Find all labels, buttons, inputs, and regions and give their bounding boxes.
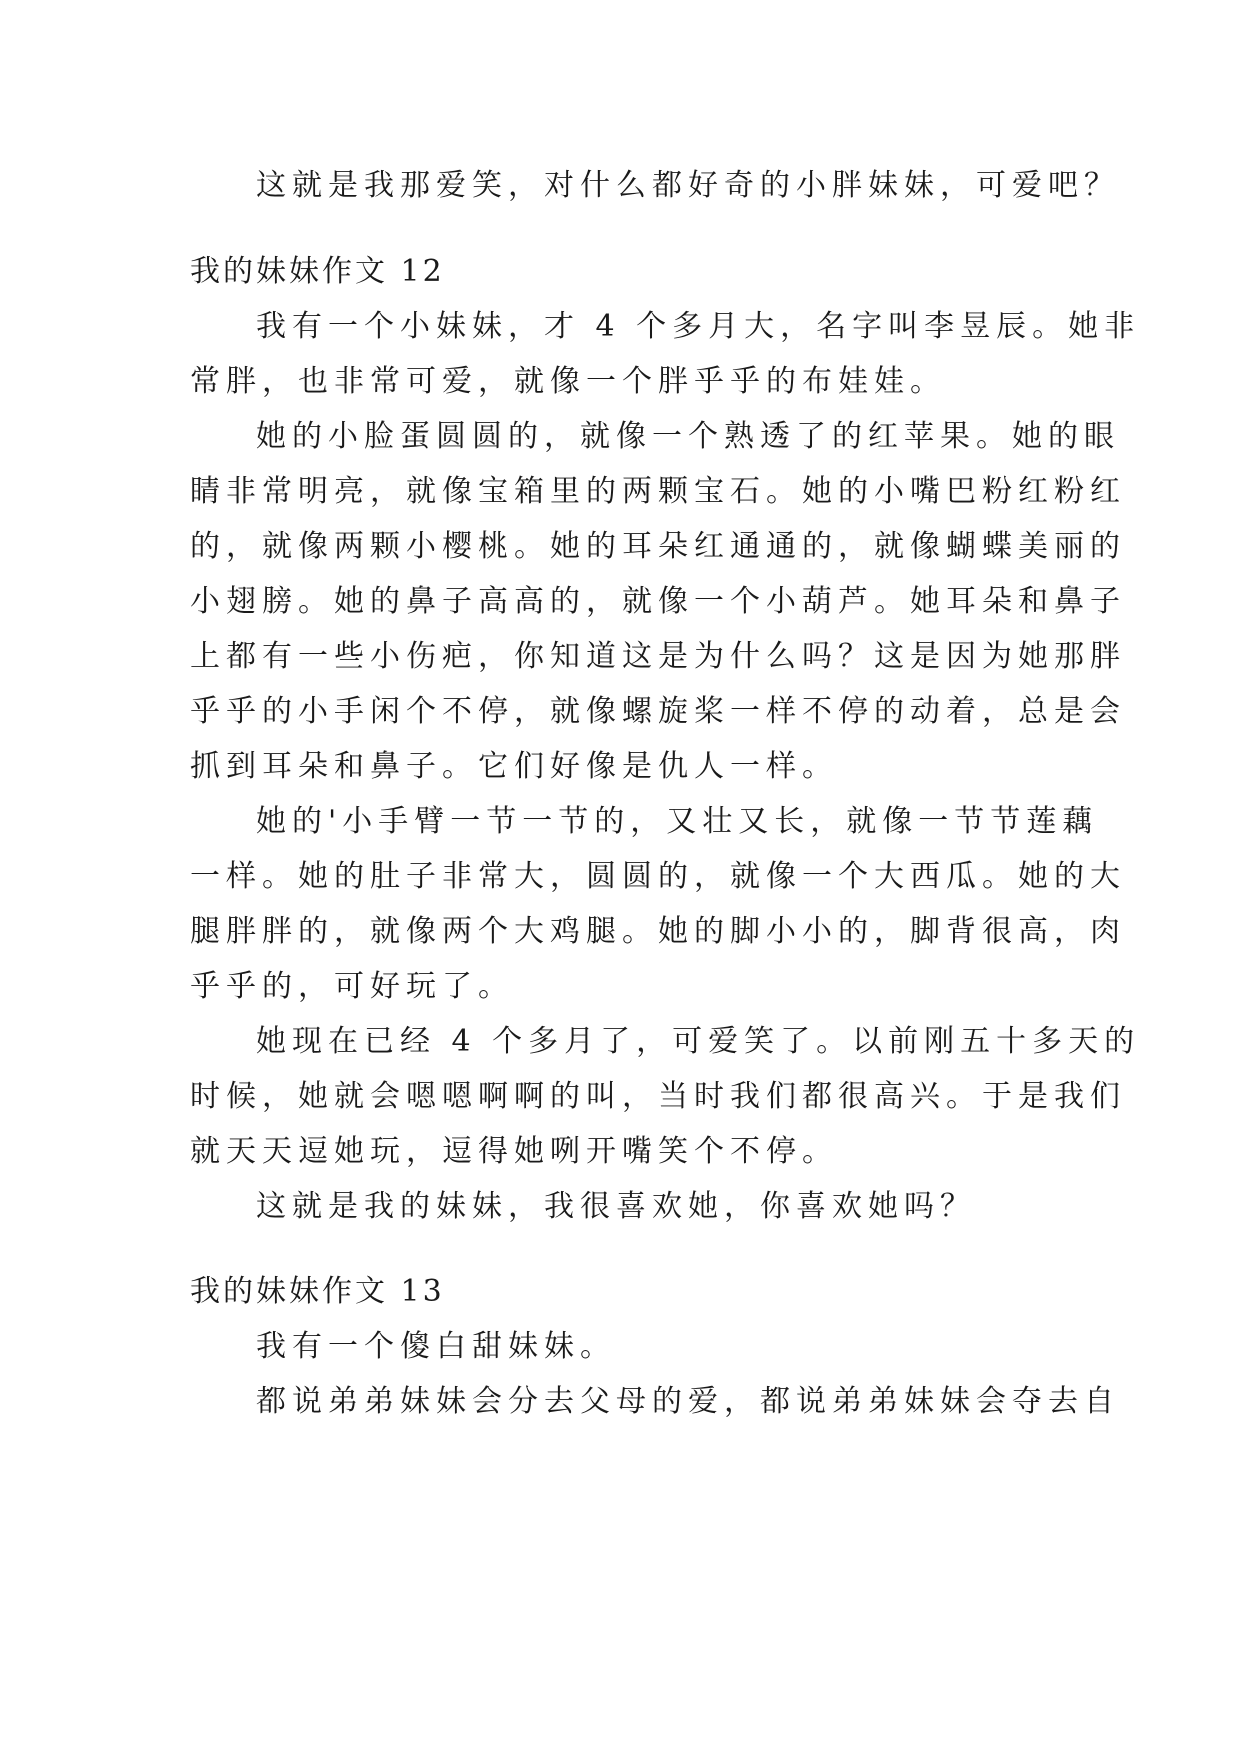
essay-12-line-15: 时候，她就会嗯嗯啊啊的叫，当时我们都很高兴。于是我们 bbox=[190, 1079, 1126, 1114]
essay-12-line-2: 常胖，也非常可爱，就像一个胖乎乎的布娃娃。 bbox=[190, 364, 946, 399]
essay-12-heading: 我的妹妹作文 12 bbox=[190, 254, 445, 289]
essay-12-line-10: 她的'小手臂一节一节的，又壮又长，就像一节节莲藕 bbox=[256, 804, 1099, 839]
essay-12-line-4: 睛非常明亮，就像宝箱里的两颗宝石。她的小嘴巴粉红粉红 bbox=[190, 474, 1126, 509]
essay-12-line-9: 抓到耳朵和鼻子。它们好像是仇人一样。 bbox=[190, 749, 838, 784]
essay-12-line-12: 腿胖胖的，就像两个大鸡腿。她的脚小小的，脚背很高，肉 bbox=[190, 914, 1126, 949]
essay-13-heading: 我的妹妹作文 13 bbox=[190, 1274, 445, 1309]
essay-12-line-1: 我有一个小妹妹，才 4 个多月大，名字叫李昱辰。她非 bbox=[256, 309, 1141, 344]
essay-12-line-8: 乎乎的小手闲个不停，就像螺旋桨一样不停的动着，总是会 bbox=[190, 694, 1126, 729]
essay-12-line-17: 这就是我的妹妹，我很喜欢她，你喜欢她吗？ bbox=[256, 1189, 976, 1224]
essay-11-closing-line: 这就是我那爱笑，对什么都好奇的小胖妹妹，可爱吧？ bbox=[256, 168, 1120, 203]
essay-12-line-11: 一样。她的肚子非常大，圆圆的，就像一个大西瓜。她的大 bbox=[190, 859, 1126, 894]
essay-12-line-13: 乎乎的，可好玩了。 bbox=[190, 969, 514, 1004]
essay-12-line-14: 她现在已经 4 个多月了，可爱笑了。以前刚五十多天的 bbox=[256, 1024, 1141, 1059]
essay-12-line-3: 她的小脸蛋圆圆的，就像一个熟透了的红苹果。她的眼 bbox=[256, 419, 1120, 454]
essay-12-line-5: 的，就像两颗小樱桃。她的耳朵红通通的，就像蝴蝶美丽的 bbox=[190, 529, 1126, 564]
essay-13-line-1: 我有一个傻白甜妹妹。 bbox=[256, 1329, 616, 1364]
essay-12-line-16: 就天天逗她玩，逗得她咧开嘴笑个不停。 bbox=[190, 1134, 838, 1169]
essay-12-line-7: 上都有一些小伤疤，你知道这是为什么吗？这是因为她那胖 bbox=[190, 639, 1126, 674]
essay-13-line-2: 都说弟弟妹妹会分去父母的爱，都说弟弟妹妹会夺去自 bbox=[256, 1384, 1120, 1419]
essay-12-line-6: 小翅膀。她的鼻子高高的，就像一个小葫芦。她耳朵和鼻子 bbox=[190, 584, 1126, 619]
